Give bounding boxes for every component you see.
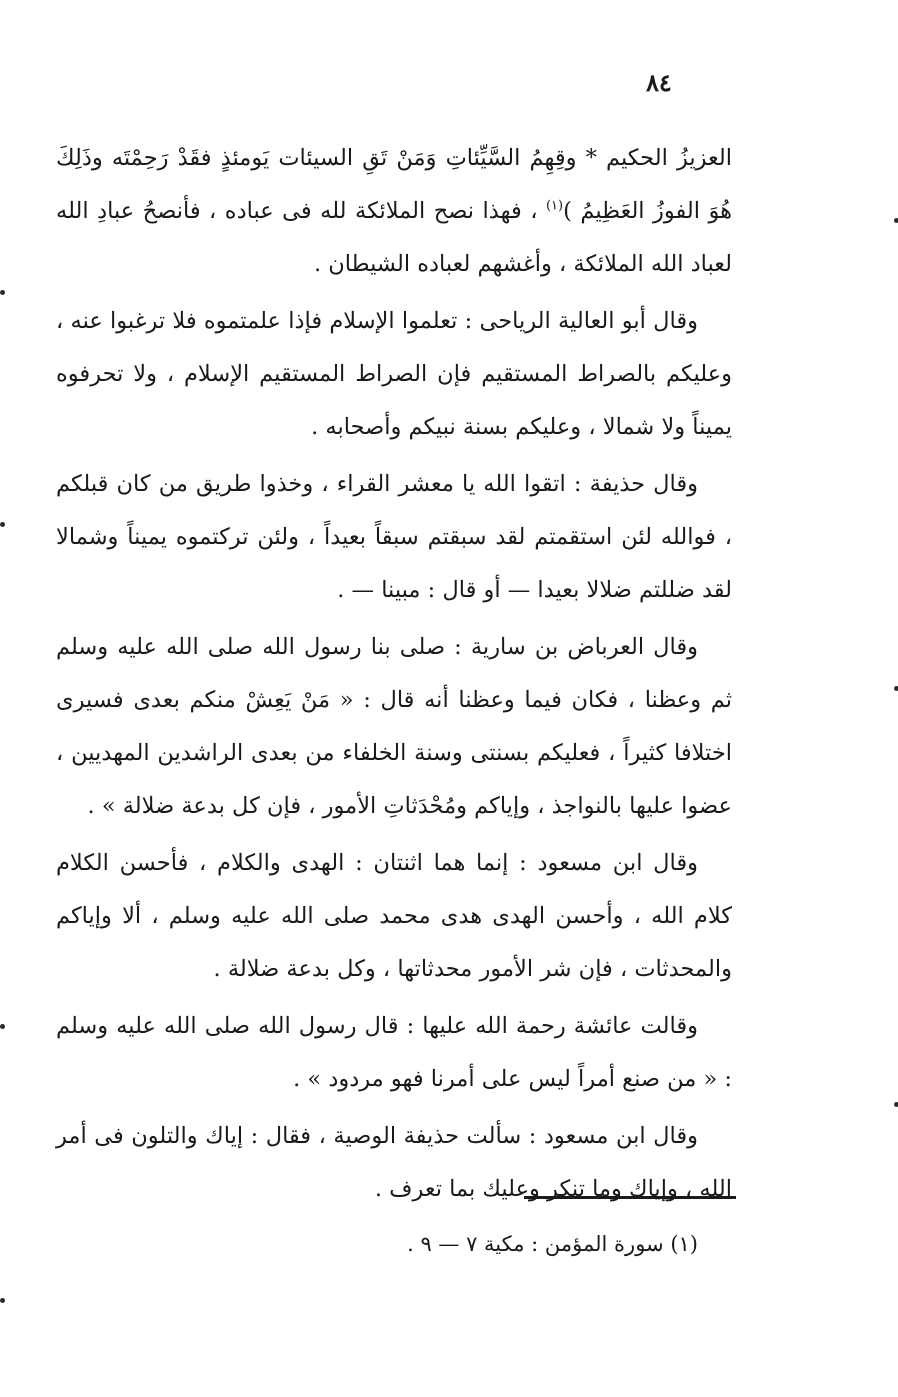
paragraph-7: وقال ابن مسعود : سألت حذيفة الوصية ، فقال : إياك والتلون فى أمر الله ، وإياك وما تنكر وعليك بما تعرف .	[56, 1123, 732, 1202]
scan-edge-mark	[0, 522, 5, 527]
scan-edge-mark	[0, 290, 5, 295]
paragraph-4: وقال العرباض بن سارية : صلى بنا رسول الله صلى الله عليه وسلم ثم وعظنا ، فكان فيما وعظنا أنه قال : « مَنْ يَعِشْ منكم بعدى فسيرى اختلافا كثيراً ، فعليكم بسنتى وسنة الخلفاء من بعدى الراشدين المهديين ، عضوا عليها بالنواجذ ، وإياكم ومُحْدَثاتِ الأمور ، فإن كل بدعة ضلالة » .	[56, 634, 732, 819]
paragraph-1-continuation: ، فهذا نصح الملائكة لله فى عباده ، فأنصحُ عبادِ الله لعباد الله الملائكة ، وأغشهم لعباده الشيطان .	[56, 198, 732, 277]
paragraph-5: وقال ابن مسعود : إنما هما اثنتان : الهدى والكلام ، فأحسن الكلام كلام الله ، وأحسن الهدى هدى محمد صلى الله عليه وسلم ، ألا وإياكم والمحدثات ، فإن شر الأمور محدثاتها ، وكل بدعة ضلالة .	[56, 850, 732, 982]
paragraph-6: وقالت عائشة رحمة الله عليها : قال رسول الله صلى الله عليه وسلم : « من صنع أمراً ليس على أمرنا فهو مردود » .	[56, 1013, 732, 1092]
main-text	[56, 132, 732, 1220]
scan-edge-mark	[894, 686, 898, 691]
paragraph-1	[56, 132, 732, 291]
paragraph-2: وقال أبو العالية الرياحى : تعلموا الإسلام فإذا علمتموه فلا ترغبوا عنه ، وعليكم بالصراط المستقيم فإن الصراط المستقيم الإسلام ، ولا تحرفوه يميناً ولا شمالا ، وعليكم بسنة نبيكم وأصحابه .	[56, 308, 732, 440]
footnote-reference: (١)	[545, 198, 564, 214]
scan-edge-mark	[894, 1102, 898, 1107]
paragraph-1-text: العزيزُ الحكيم * وقِهِمُ السَّيِّئاتِ وَمَنْ تَقِ السيئات يَومئذٍ فقَدْ رَحِمْتَه وذَلِكَ هُوَ الفوزُ العَظِيمُ )	[56, 145, 732, 224]
scan-edge-mark	[0, 1024, 5, 1029]
scan-edge-mark	[894, 218, 898, 223]
paragraph-3: وقال حذيفة : اتقوا الله يا معشر القراء ، وخذوا طريق من كان قبلكم ، فوالله لئن استقمتم لقد سبقتم سبقاً بعيداً ، ولئن تركتموه يميناً وشمالا لقد ضللتم ضلالا بعيدا — أو قال : مبينا — .	[56, 471, 732, 603]
page-number: ٨٤	[646, 68, 672, 97]
footnote: (١) سورة المؤمن : مكية ٧ — ٩ .	[407, 1232, 698, 1256]
footnote-separator	[524, 1196, 736, 1199]
scan-edge-mark	[0, 1298, 5, 1303]
